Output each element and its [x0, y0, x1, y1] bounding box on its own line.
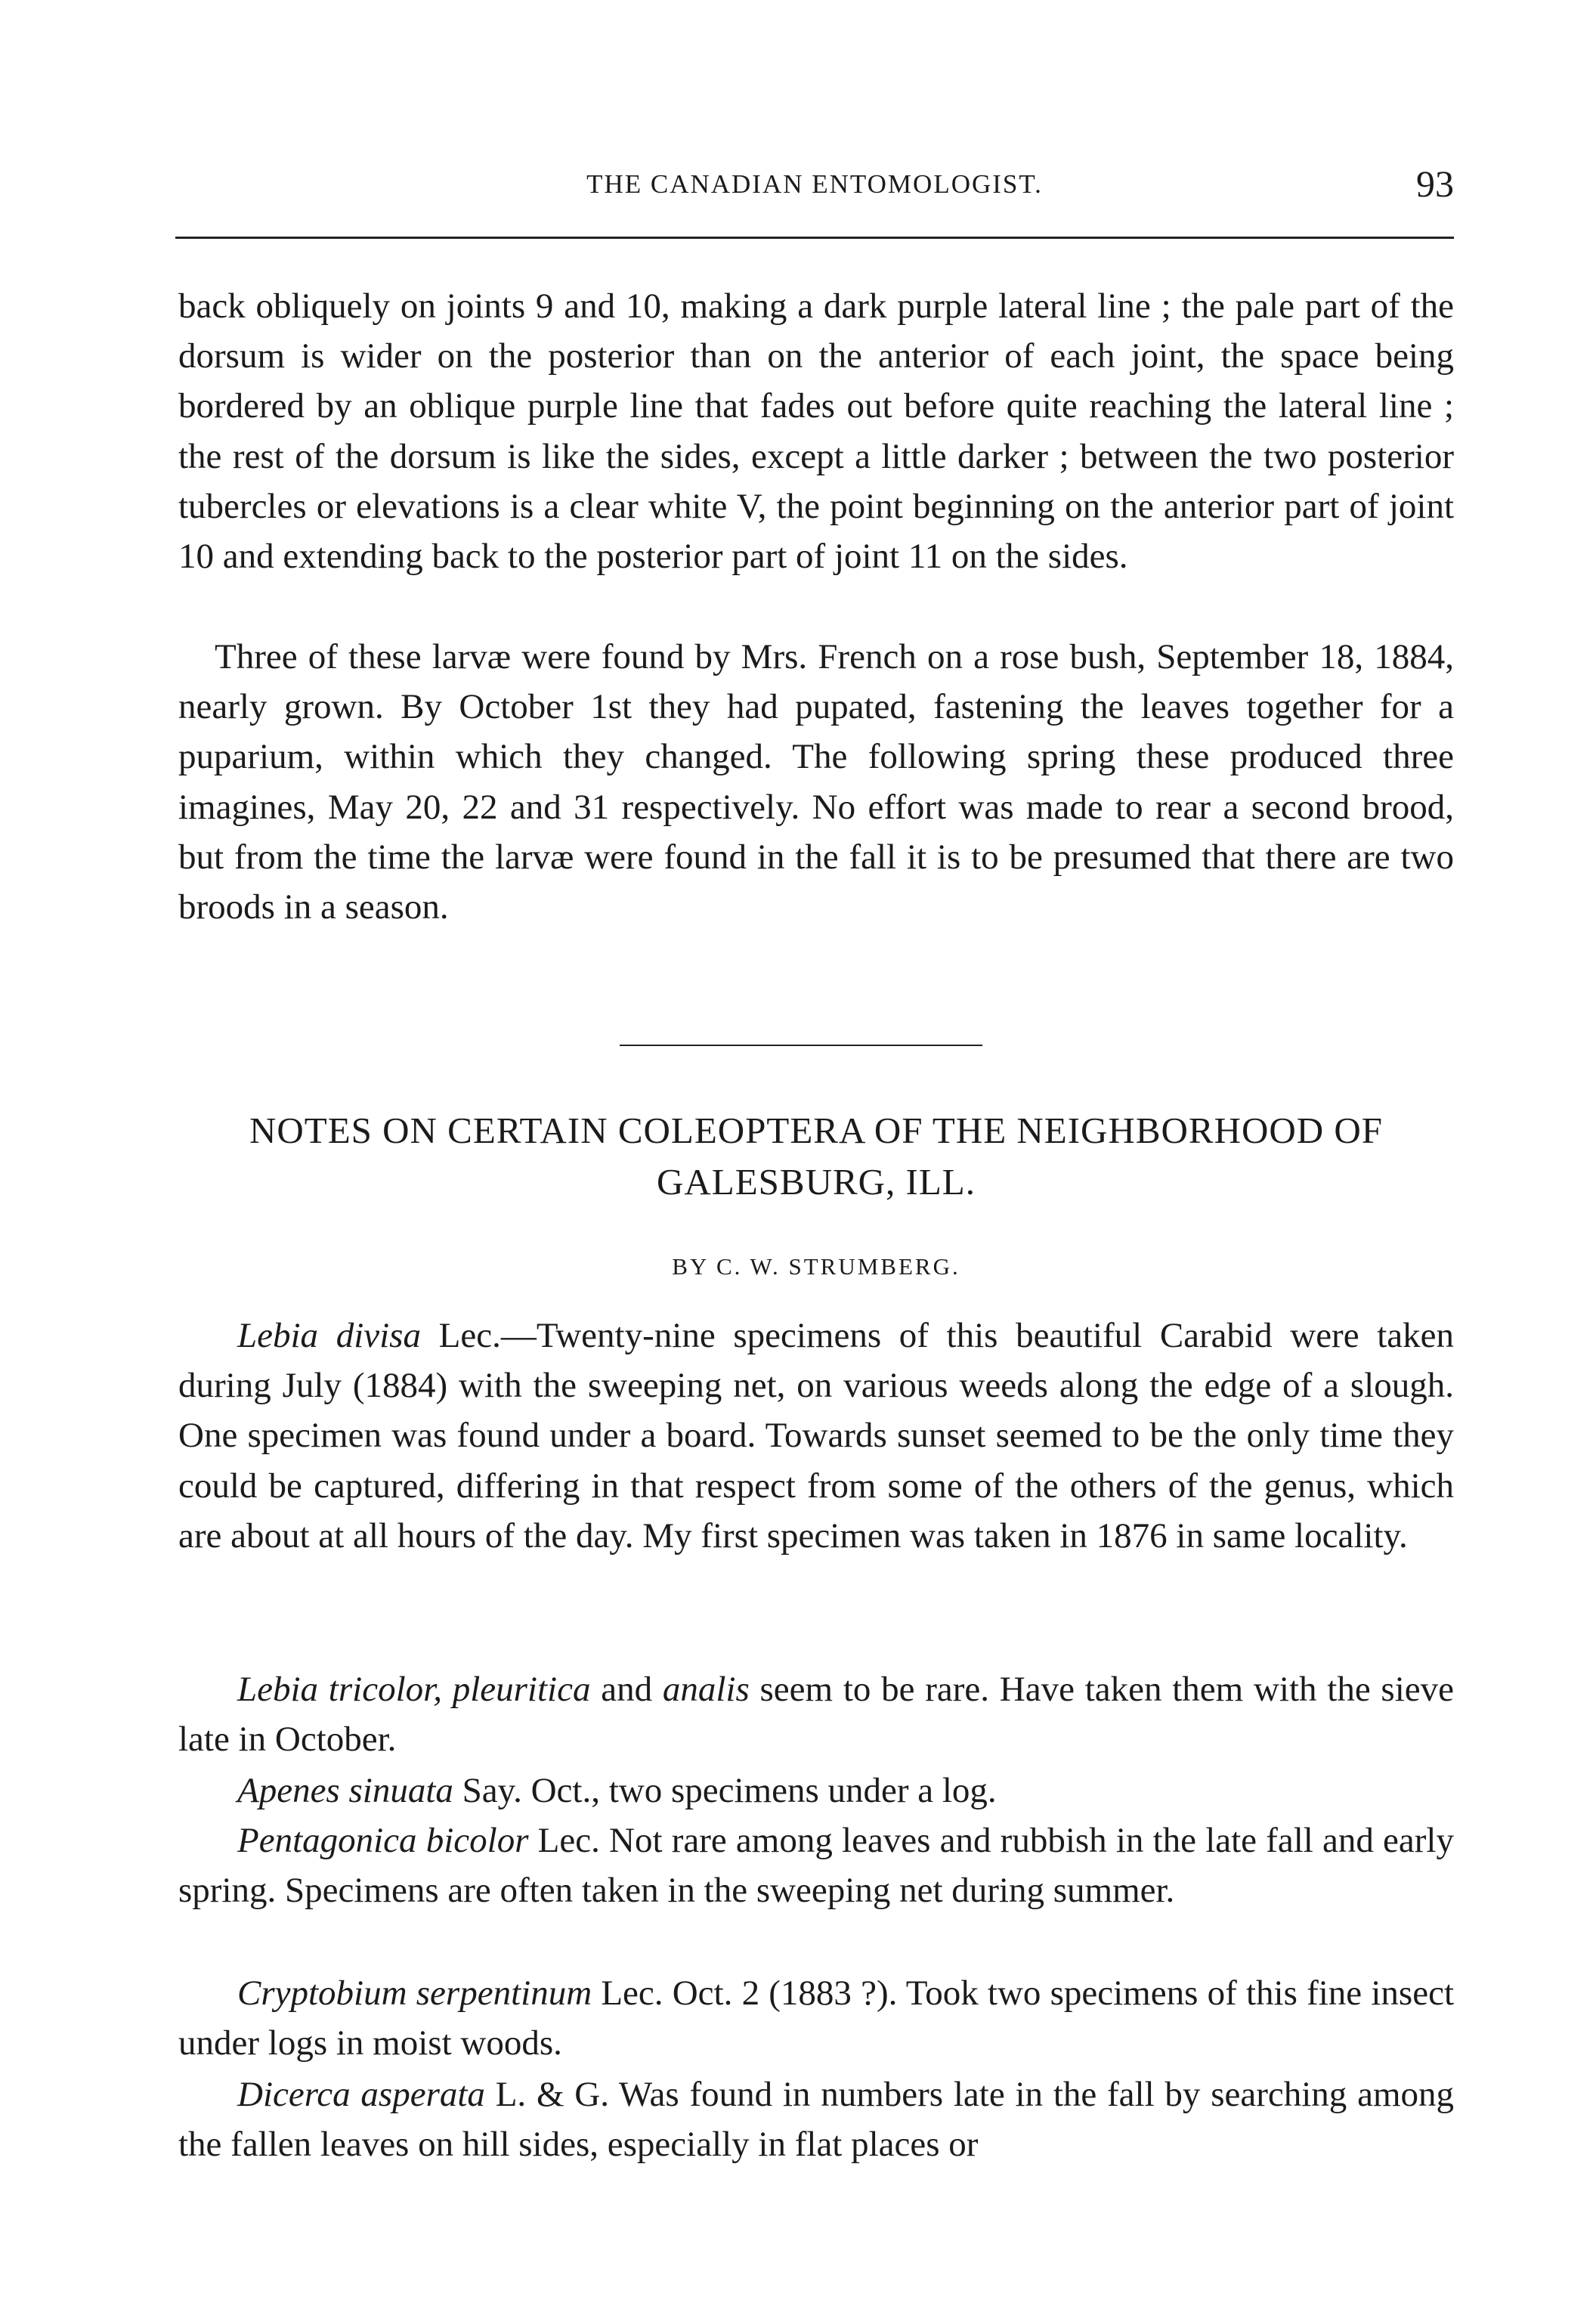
continued-paragraph: Three of these larvæ were found by Mrs. French on a rose bush, September 18, 1884, nearly grown. By October 1st they had pupated, fastening the leaves together for a puparium, within which they changed. The following spring these produced three imagines, May 20, 22 and 31 respectively. No effort was made to rear a second brood, but from the time the larvæ were found in the fall it is to be presumed that there are two broods in a season. [178, 637, 1454, 927]
species-name: Pentagonica bicolor [237, 1821, 529, 1860]
entry-text: Lec.—Twenty-nine specimens of this beautiful Carabid were taken during July (1884) with the sweeping net, on various weeds along the edge of a slough. One specimen was found under a board. Towards sunset seemed to be the only time they could be captured, differing in that respect from some of the others of the genus, which are about at all hours of the day. My first specimen was taken in 1876 in same locality. [178, 1316, 1454, 1556]
entry-text: Lec. Not rare among leaves and rubbish in the late fall and early spring. Specimens are often taken in the sweeping net during summer. [178, 1821, 1454, 1911]
species-entry [178, 1816, 1454, 1915]
species-entry [178, 2069, 1454, 2169]
article-byline: BY C. W. STRUMBERG. [672, 1253, 960, 1280]
header-rule [175, 237, 1454, 239]
article-title: NOTES ON CERTAIN COLEOPTERA OF THE NEIGHBORHOOD OF GALESBURG, ILL. [249, 1110, 1383, 1203]
page-header [175, 162, 1454, 207]
entry-text: Lec. Oct. 2 (1883 ?). Took two specimens of this fine insect under logs in moist woods. [178, 1974, 1454, 2063]
continued-paragraph: back obliquely on joints 9 and 10, making a dark purple lateral line ; the pale part of the dorsum is wider on the posterior than on the anterior of each joint, the space being bordered by an oblique purple line that fades out before quite reaching the lateral line ; the rest of the dorsum is like the sides, except a little darker ; between the two posterior tubercles or elevations is a clear white V, the point beginning on the anterior part of joint 10 and extending back to the posterior part of joint 11 on the sides. [178, 286, 1454, 577]
entry-connector: and [590, 1670, 663, 1709]
species-name: analis [662, 1670, 750, 1709]
section-separator [620, 1045, 982, 1046]
species-name: Lebia divisa [237, 1316, 421, 1355]
entry-text: Say. Oct., two specimens under a log. [453, 1771, 997, 1810]
species-name: Apenes sinuata [237, 1771, 453, 1810]
entry-text: L. & G. Was found in numbers late in the fall by searching among the fallen leaves on hill sides, especially in flat places or [178, 2075, 1454, 2165]
running-title: THE CANADIAN ENTOMOLOGIST. [586, 169, 1043, 199]
entry-text: seem to be rare. Have taken them with the sieve late in October. [178, 1670, 1454, 1760]
species-entry [178, 1664, 1454, 1764]
species-entry [178, 1766, 1454, 1816]
species-name: Cryptobium serpentinum [237, 1974, 592, 2013]
species-entry [178, 1311, 1454, 1561]
species-entry [178, 1968, 1454, 2068]
species-name: Dicerca asperata [237, 2075, 485, 2114]
species-name: Lebia tricolor, pleuritica [237, 1670, 591, 1709]
page-number: 93 [1416, 163, 1454, 205]
